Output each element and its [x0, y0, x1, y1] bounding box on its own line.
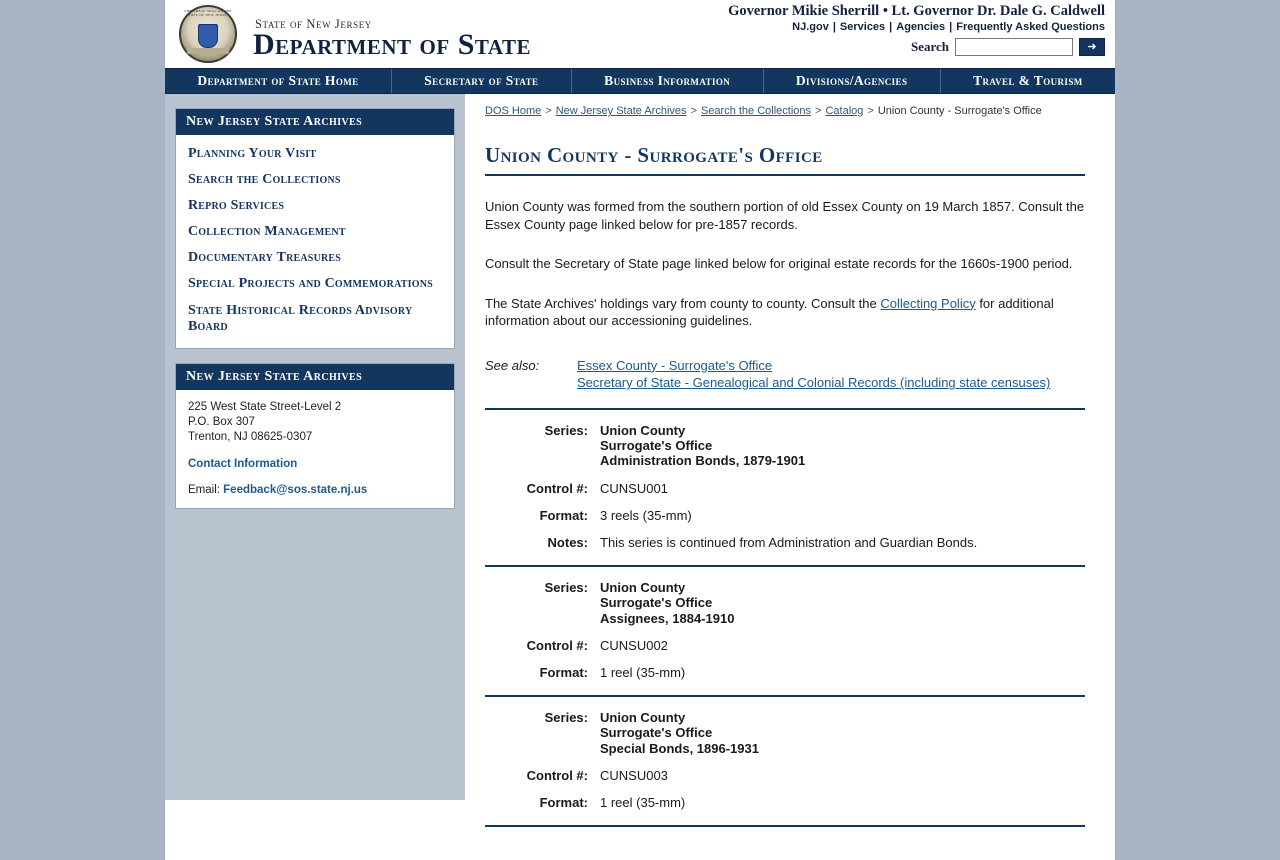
title-divider — [485, 174, 1085, 176]
control-value: CUNSU003 — [600, 767, 668, 783]
see-also-links — [577, 358, 1050, 393]
policy-text-after: for additional information about our accessioning guidelines. — [485, 295, 1054, 329]
control-label: Control #: — [526, 767, 588, 783]
format-label: Format: — [539, 664, 588, 680]
control-value: CUNSU002 — [600, 637, 668, 653]
control-label: Control #: — [526, 637, 588, 653]
email-link[interactable]: Feedback@sos.state.nj.us — [223, 483, 368, 496]
nav-item-department-of-state-home[interactable]: Department of State Home — [165, 69, 392, 93]
sidebar-item-documentary-treasures[interactable]: Documentary Treasures — [188, 250, 342, 266]
address-line-3: Trenton, NJ 08625-0307 — [188, 431, 313, 444]
sidebar-contact-box — [175, 363, 455, 509]
search-bar — [911, 38, 1105, 56]
search-label: Search — [910, 39, 949, 54]
series-label: Series: — [544, 422, 588, 438]
sidebar-nav-box — [175, 108, 455, 349]
series-value — [600, 423, 805, 469]
format-value: 1 reel (35-mm) — [600, 794, 686, 810]
breadcrumb — [485, 102, 1085, 117]
governor-line: Governor Mikie Sherrill • Lt. Governor Dr. Dale G. Caldwell — [728, 3, 1105, 19]
breadcrumb-sep-3: > — [815, 105, 822, 117]
seal-base — [187, 48, 229, 54]
collecting-policy-link[interactable]: Collecting Policy — [880, 295, 976, 311]
notes-value: This series is continued from Administration and Guardian Bonds. — [600, 534, 978, 550]
record-control-row — [485, 638, 1085, 653]
see-also-label: See also: — [485, 357, 540, 373]
sidebar-item-repro-services[interactable]: Repro Services — [188, 198, 285, 214]
series-line-2: Surrogate's Office — [600, 595, 713, 611]
intro-paragraph-1: Union County was formed from the southern portion of old Essex County on 19 March 1857. Consult the Essex County page linked below for pre-1857 records. — [485, 199, 1085, 232]
sidebar-contact-title: New Jersey State Archives — [176, 364, 454, 390]
notes-label: Notes: — [547, 534, 588, 550]
email-row — [188, 484, 442, 496]
series-line-3: Administration Bonds, 1879-1901 — [600, 453, 806, 469]
series-label: Series: — [544, 580, 588, 596]
sidebar — [165, 94, 465, 800]
address-line-1: 225 West State Street-Level 2 — [188, 400, 342, 413]
series-line-3: Special Bonds, 1896-1931 — [600, 740, 759, 756]
record-divider-bottom — [485, 825, 1085, 840]
breadcrumb-current: Union County - Surrogate's Office — [877, 105, 1042, 117]
nav-item-secretary-of-state[interactable]: Secretary of State — [392, 69, 572, 93]
record-format-row — [485, 665, 1085, 680]
breadcrumb-nj-state-archives[interactable]: New Jersey State Archives — [555, 105, 687, 117]
sidebar-item-planning-your-visit[interactable]: Planning Your Visit — [188, 146, 317, 161]
nav-item-divisions-agencies[interactable]: Divisions/Agencies — [764, 69, 941, 93]
series-line-1: Union County — [600, 710, 686, 726]
collecting-policy-paragraph — [485, 295, 1085, 330]
top-link-faq[interactable]: Frequently Asked Questions — [956, 21, 1105, 33]
format-label: Format: — [539, 794, 588, 810]
breadcrumb-sep-1: > — [545, 105, 552, 117]
intro-paragraph-2: Consult the Secretary of State page linked below for original estate records for the 1660s-1900 period. — [485, 256, 1073, 272]
main-column — [465, 94, 1115, 860]
record-control-row — [485, 768, 1085, 783]
series-value — [600, 710, 759, 756]
breadcrumb-dos-home[interactable]: DOS Home — [485, 105, 542, 117]
see-also-section — [485, 358, 1085, 393]
state-name: State of New Jersey — [255, 17, 372, 31]
nav-item-travel-tourism[interactable]: Travel & Tourism — [973, 73, 1083, 88]
see-also-link-secretary-of-state[interactable]: Secretary of State - Genealogical and Colonial Records (including state censuses) — [577, 375, 1051, 391]
series-line-3: Assignees, 1884-1910 — [600, 610, 735, 626]
series-value — [600, 580, 734, 626]
seal-ring-text: THE GREAT SEAL OF THE STATE OF NEW JERSEY — [184, 9, 232, 17]
nav-item-business-information[interactable]: Business Information — [572, 69, 764, 93]
format-value: 3 reels (35-mm) — [600, 507, 692, 523]
record-series-row — [485, 710, 1085, 756]
record-control-row — [485, 481, 1085, 496]
record-entry — [485, 408, 1085, 550]
search-submit-button[interactable] — [1079, 38, 1105, 56]
address-line-2: P.O. Box 307 — [188, 416, 255, 429]
intro-text — [485, 198, 1085, 330]
series-line-2: Surrogate's Office — [600, 438, 713, 454]
record-notes-row — [485, 535, 1085, 550]
sidebar-item-collection-management[interactable]: Collection Management — [188, 224, 346, 240]
breadcrumb-sep-2: > — [690, 105, 697, 117]
breadcrumb-search-the-collections[interactable]: Search the Collections — [700, 105, 812, 117]
search-input[interactable] — [955, 38, 1073, 56]
sidebar-nav-list — [176, 135, 454, 348]
seal-shield — [198, 24, 218, 48]
format-label: Format: — [539, 507, 588, 523]
series-line-1: Union County — [600, 422, 686, 438]
record-series-row — [485, 580, 1085, 626]
top-link-agencies[interactable]: Agencies — [896, 21, 946, 33]
state-seal-icon — [179, 5, 237, 63]
breadcrumb-sep-4: > — [867, 105, 874, 117]
page-title: Union County - Surrogate's Office — [485, 143, 823, 167]
series-label: Series: — [544, 710, 588, 726]
top-link-njgov[interactable]: NJ.gov — [792, 21, 829, 33]
sidebar-contact-body — [176, 390, 454, 508]
record-entry — [485, 565, 1085, 680]
email-label: Email: — [188, 483, 220, 496]
masthead — [165, 0, 1115, 68]
main-navigation — [165, 68, 1115, 94]
top-utility-links: NJ.gov | Services | Agencies | Frequently Asked Questions — [792, 21, 1105, 33]
arrow-right-icon: ➜ — [1087, 41, 1097, 53]
content-area — [165, 94, 1115, 860]
control-label: Control #: — [526, 480, 588, 496]
series-line-1: Union County — [600, 580, 686, 596]
record-format-row — [485, 795, 1085, 810]
policy-text-before: The State Archives' holdings vary from county to county. Consult the — [485, 295, 881, 311]
sidebar-item-special-projects[interactable]: Special Projects and Commemorations — [188, 276, 433, 292]
breadcrumb-catalog[interactable]: Catalog — [825, 105, 864, 117]
contact-information-link[interactable]: Contact Information — [188, 457, 298, 470]
sidebar-item-search-the-collections[interactable]: Search the Collections — [188, 172, 341, 188]
department-name: Department of State — [253, 28, 531, 61]
sidebar-item-state-historical-records-advisory-board[interactable]: State Historical Records Advisory Board — [188, 302, 413, 334]
site-container — [165, 0, 1115, 860]
control-value: CUNSU001 — [600, 480, 668, 496]
top-link-services[interactable]: Services — [839, 21, 886, 33]
see-also-link-essex-county[interactable]: Essex County - Surrogate's Office — [577, 357, 773, 373]
record-entry — [485, 695, 1085, 810]
record-format-row — [485, 508, 1085, 523]
format-value: 1 reel (35-mm) — [600, 664, 686, 680]
series-line-2: Surrogate's Office — [600, 725, 713, 741]
record-series-row — [485, 423, 1085, 469]
sidebar-nav-title: New Jersey State Archives — [176, 109, 454, 135]
